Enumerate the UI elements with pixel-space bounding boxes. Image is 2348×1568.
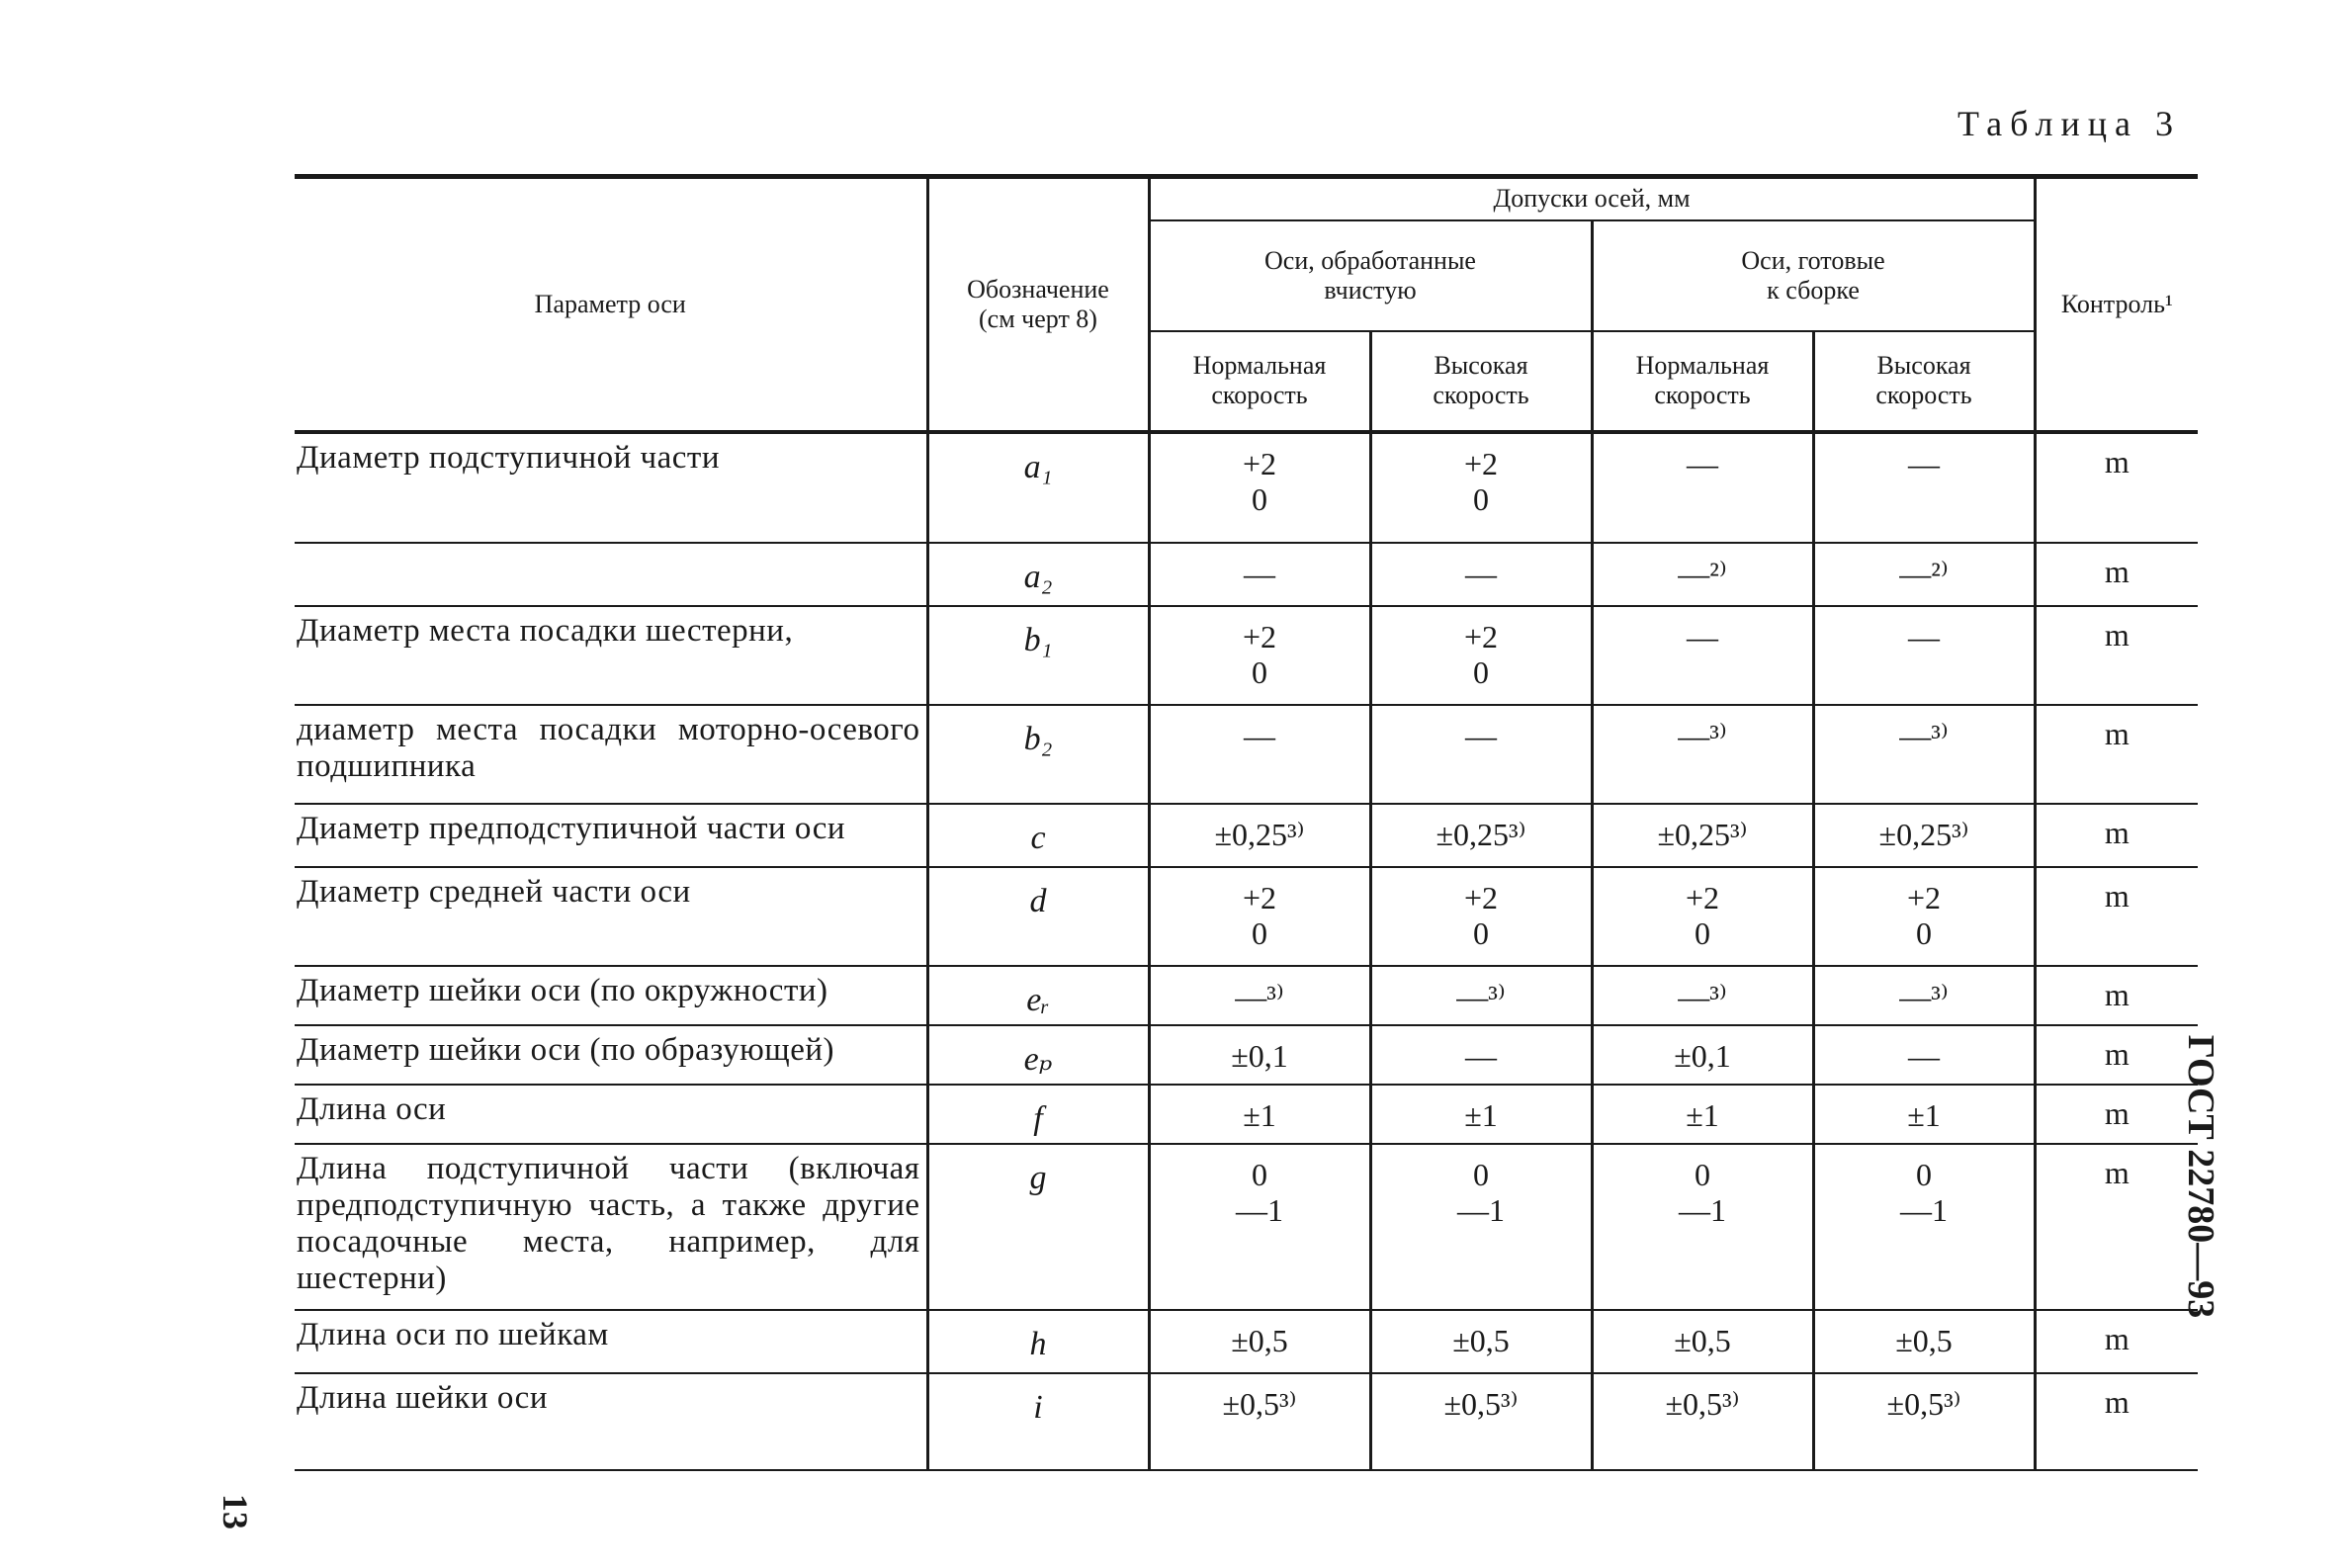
tolerance-high-ready: — [1813, 432, 2035, 543]
tolerance-normal-ready: —³⁾ [1592, 966, 1813, 1025]
tolerance-high-finished: ±1 [1370, 1085, 1592, 1144]
code-cell: d [927, 867, 1149, 966]
code-cell: h [927, 1310, 1149, 1373]
table-row [295, 543, 2198, 606]
tolerance-high-finished: 0 —1 [1370, 1144, 1592, 1310]
tolerance-normal-finished: 0 —1 [1149, 1144, 1370, 1310]
tolerance-normal-ready: ±1 [1592, 1085, 1813, 1144]
table-row [295, 1144, 2198, 1310]
header-normal-speed: Нормальная скорость [1149, 331, 1370, 432]
code-cell: eᵣ [927, 966, 1149, 1025]
tolerance-normal-ready: — [1592, 432, 1813, 543]
tolerance-normal-finished: ±0,25³⁾ [1149, 804, 1370, 867]
control-cell: m [2035, 432, 2198, 543]
code-cell: b₂ [927, 705, 1149, 804]
param-cell: Длина шейки оси [295, 1373, 927, 1470]
page-number: 13 [216, 1494, 255, 1529]
table-row [295, 1373, 2198, 1470]
table-row [295, 867, 2198, 966]
tolerance-high-finished: — [1370, 1025, 1592, 1085]
header-control: Контроль¹ [2035, 177, 2198, 432]
code-cell: c [927, 804, 1149, 867]
tolerance-high-finished: ±0,5 [1370, 1310, 1592, 1373]
param-cell: Диаметр подступичной части [295, 432, 927, 543]
table-row [295, 1085, 2198, 1144]
tolerance-normal-finished: ±1 [1149, 1085, 1370, 1144]
param-cell: Диаметр места посадки шестерни, [295, 606, 927, 705]
param-cell: Диаметр предподступичной части оси [295, 804, 927, 867]
control-cell: m [2035, 1085, 2198, 1144]
table-caption: Таблица 3 [1957, 104, 2181, 143]
tolerance-high-ready: 0 —1 [1813, 1144, 2035, 1310]
tolerance-normal-ready: —³⁾ [1592, 705, 1813, 804]
code-cell: g [927, 1144, 1149, 1310]
tolerance-high-finished: ±0,25³⁾ [1370, 804, 1592, 867]
header-group-finished: Оси, обработанные вчистую [1149, 220, 1592, 331]
tolerance-high-ready: ±0,25³⁾ [1813, 804, 2035, 867]
code-cell: eₚ [927, 1025, 1149, 1085]
table-row [295, 606, 2198, 705]
tolerance-normal-finished: +2 0 [1149, 432, 1370, 543]
control-cell: m [2035, 1310, 2198, 1373]
param-cell: диаметр места посадки моторно-осевого подшипника [295, 705, 927, 804]
param-cell [295, 543, 927, 606]
tolerance-normal-ready: — [1592, 606, 1813, 705]
tolerance-high-finished: +2 0 [1370, 867, 1592, 966]
tolerance-high-finished: +2 0 [1370, 432, 1592, 543]
param-cell: Длина оси [295, 1085, 927, 1144]
tolerance-high-finished: — [1370, 705, 1592, 804]
code-cell: a₂ [927, 543, 1149, 606]
tolerance-high-ready: ±0,5³⁾ [1813, 1373, 2035, 1470]
tolerance-normal-finished: ±0,5³⁾ [1149, 1373, 1370, 1470]
tolerance-normal-finished: +2 0 [1149, 606, 1370, 705]
tolerance-normal-ready: ±0,25³⁾ [1592, 804, 1813, 867]
param-cell: Длина подступичной части (включая предподступичную часть, а также другие посадочные места, например, для шестерни) [295, 1144, 927, 1310]
tolerance-normal-ready: ±0,5³⁾ [1592, 1373, 1813, 1470]
tolerance-normal-finished: ±0,5 [1149, 1310, 1370, 1373]
tolerance-high-finished: ±0,5³⁾ [1370, 1373, 1592, 1470]
control-cell: m [2035, 606, 2198, 705]
tolerance-normal-ready: ±0,5 [1592, 1310, 1813, 1373]
control-cell: m [2035, 1144, 2198, 1310]
table-row [295, 1025, 2198, 1085]
code-cell: f [927, 1085, 1149, 1144]
tolerance-normal-finished: — [1149, 543, 1370, 606]
table-row [295, 1310, 2198, 1373]
param-cell: Длина оси по шейкам [295, 1310, 927, 1373]
code-cell: i [927, 1373, 1149, 1470]
tolerance-high-finished: +2 0 [1370, 606, 1592, 705]
tolerance-high-finished: —³⁾ [1370, 966, 1592, 1025]
control-cell: m [2035, 1025, 2198, 1085]
tolerance-normal-finished: —³⁾ [1149, 966, 1370, 1025]
header-code: Обозначение (см черт 8) [927, 177, 1149, 432]
header-normal-speed: Нормальная скорость [1592, 331, 1813, 432]
tolerance-high-ready: — [1813, 606, 2035, 705]
code-cell: a₁ [927, 432, 1149, 543]
table-row [295, 432, 2198, 543]
tolerance-normal-ready: ±0,1 [1592, 1025, 1813, 1085]
control-cell: m [2035, 867, 2198, 966]
control-cell: m [2035, 966, 2198, 1025]
document-code: ГОСТ 22780—93 [2180, 1034, 2221, 1319]
tolerance-table [295, 174, 2198, 1471]
tolerance-normal-finished: +2 0 [1149, 867, 1370, 966]
control-cell: m [2035, 543, 2198, 606]
header-high-speed: Высокая скорость [1813, 331, 2035, 432]
table-row [295, 705, 2198, 804]
tolerance-high-ready: ±1 [1813, 1085, 2035, 1144]
header-high-speed: Высокая скорость [1370, 331, 1592, 432]
code-cell: b₁ [927, 606, 1149, 705]
tolerance-normal-finished: ±0,1 [1149, 1025, 1370, 1085]
tolerance-high-ready: +2 0 [1813, 867, 2035, 966]
table-row [295, 966, 2198, 1025]
tolerance-high-ready: ±0,5 [1813, 1310, 2035, 1373]
table-row [295, 804, 2198, 867]
control-cell: m [2035, 705, 2198, 804]
tolerance-normal-ready: —²⁾ [1592, 543, 1813, 606]
header-tolerances: Допуски осей, мм [1149, 177, 2035, 220]
control-cell: m [2035, 1373, 2198, 1470]
param-cell: Диаметр шейки оси (по образующей) [295, 1025, 927, 1085]
tolerance-normal-ready: +2 0 [1592, 867, 1813, 966]
tolerance-normal-finished: — [1149, 705, 1370, 804]
header-param: Параметр оси [295, 177, 927, 432]
tolerance-high-ready: —³⁾ [1813, 705, 2035, 804]
param-cell: Диаметр средней части оси [295, 867, 927, 966]
tolerance-high-ready: —²⁾ [1813, 543, 2035, 606]
header-group-ready: Оси, готовые к сборке [1592, 220, 2035, 331]
tolerance-high-finished: — [1370, 543, 1592, 606]
param-cell: Диаметр шейки оси (по окружности) [295, 966, 927, 1025]
tolerance-normal-ready: 0 —1 [1592, 1144, 1813, 1310]
control-cell: m [2035, 804, 2198, 867]
tolerance-high-ready: — [1813, 1025, 2035, 1085]
tolerance-high-ready: —³⁾ [1813, 966, 2035, 1025]
